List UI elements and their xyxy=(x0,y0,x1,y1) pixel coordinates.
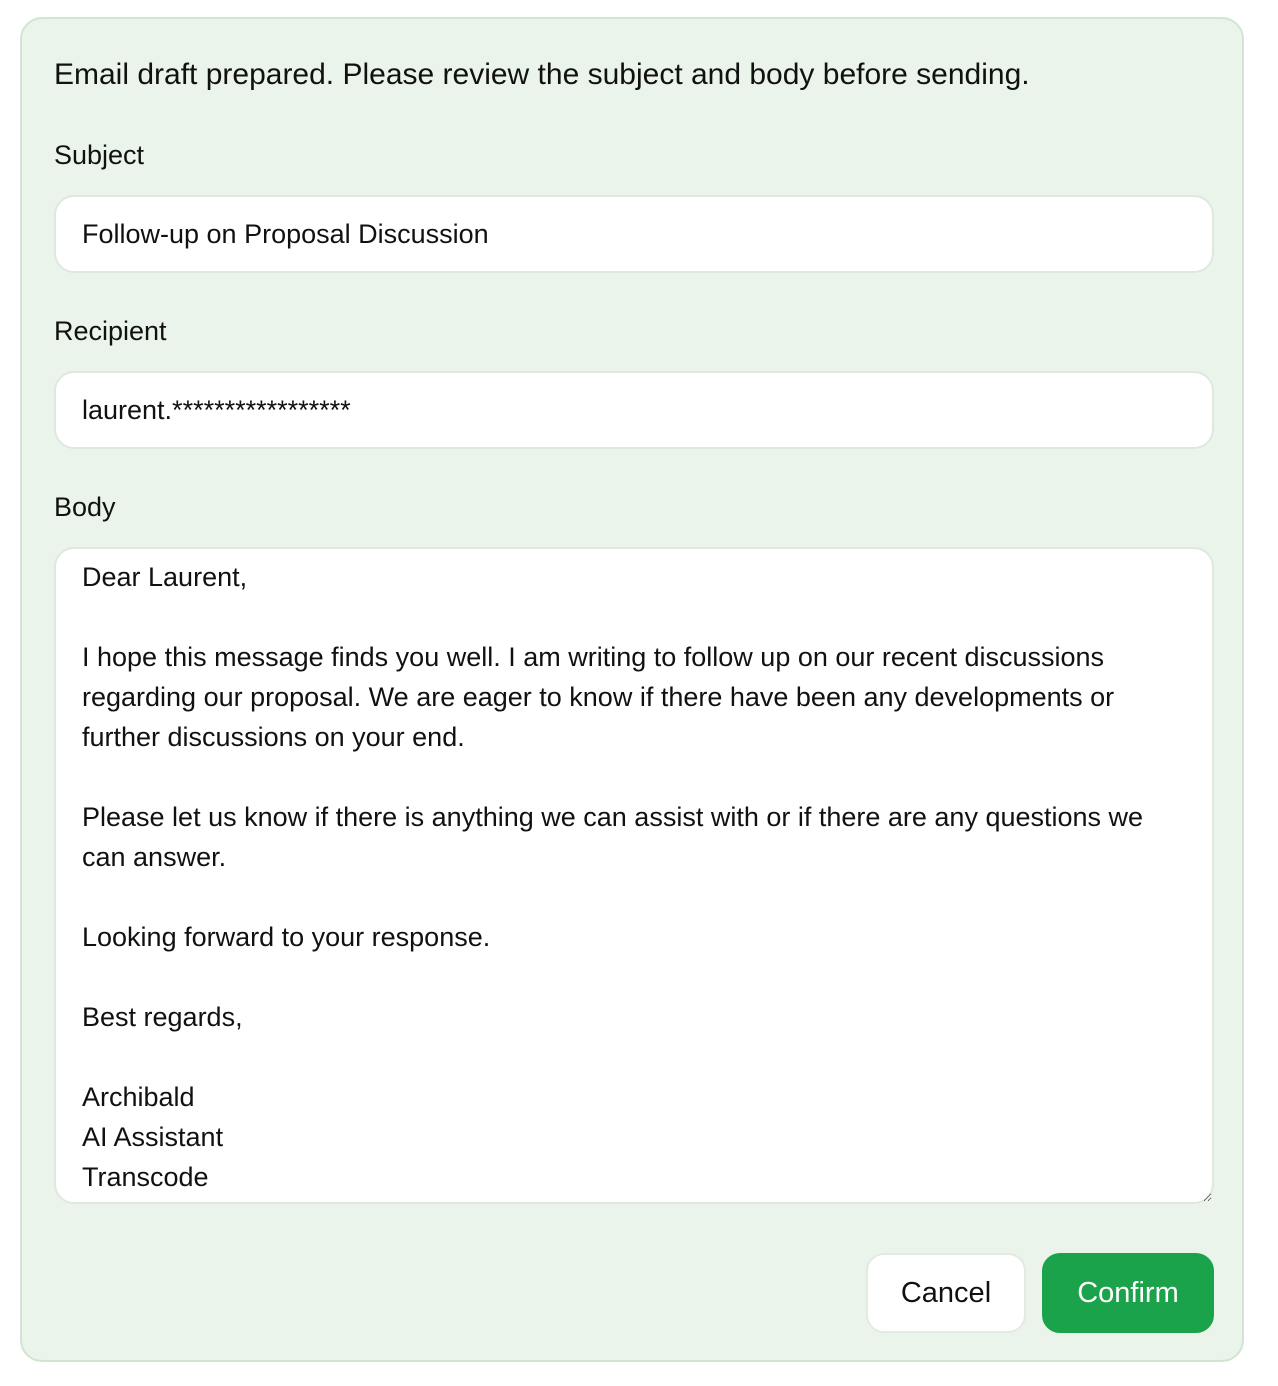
cancel-button[interactable]: Cancel xyxy=(866,1253,1026,1333)
confirm-button[interactable]: Confirm xyxy=(1042,1253,1214,1333)
email-draft-card xyxy=(20,17,1244,1362)
recipient-input[interactable] xyxy=(54,371,1214,449)
subject-input[interactable] xyxy=(54,195,1214,273)
body-label: Body xyxy=(54,492,116,522)
dialog-message: Email draft prepared. Please review the subject and body before sending. xyxy=(54,58,1030,91)
subject-label: Subject xyxy=(54,140,145,170)
body-textarea[interactable] xyxy=(54,547,1214,1204)
recipient-label: Recipient xyxy=(54,316,167,346)
